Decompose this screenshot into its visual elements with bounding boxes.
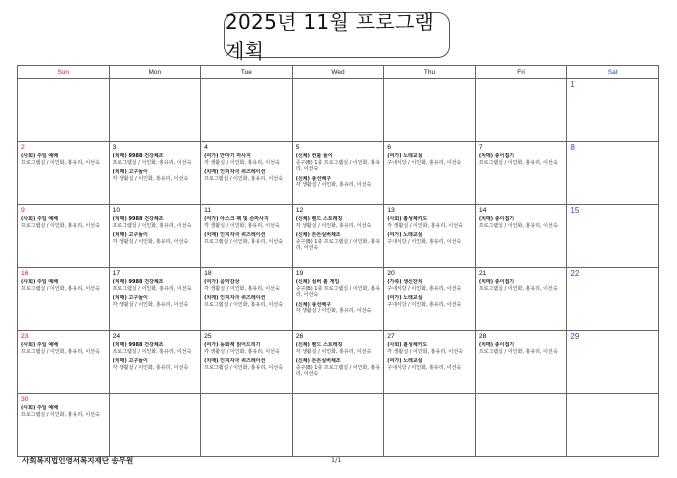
day-cell[interactable] xyxy=(292,394,384,457)
day-cell[interactable] xyxy=(109,331,201,394)
event-detail: 각 생활실 / 이인화, 홍유리, 이선숙 xyxy=(112,364,189,371)
day-cell[interactable] xyxy=(475,331,567,394)
event-detail: 프로그램실 / 이인화, 홍유리, 이선숙 xyxy=(204,364,283,371)
program-event xyxy=(296,358,381,378)
day-cell[interactable] xyxy=(201,142,293,205)
event-title: (사회) 주일 예배 xyxy=(21,216,59,222)
event-detail: 각 생활실 / 이인화, 홍유리, 이선숙 xyxy=(112,238,189,245)
day-cell[interactable] xyxy=(292,142,384,205)
day-number: 4 xyxy=(204,144,208,151)
footer-page-number: 1/1 xyxy=(331,456,342,464)
event-detail: 증구(B) 1층 프로그램실 / 이인화, 홍유리, 이선숙 xyxy=(295,285,381,298)
day-number: 11 xyxy=(204,207,212,214)
day-number: 19 xyxy=(295,270,304,277)
day-cell[interactable] xyxy=(292,331,384,394)
program-event xyxy=(113,216,198,229)
program-event xyxy=(296,216,381,229)
event-title: (여가) 안마기 마사지 xyxy=(204,153,251,159)
day-cell[interactable] xyxy=(292,205,384,268)
event-title: (치매) 종이접기 xyxy=(478,153,515,159)
day-cell[interactable] xyxy=(475,142,567,205)
day-cell[interactable] xyxy=(109,79,201,142)
program-event xyxy=(21,405,106,418)
day-number: 27 xyxy=(387,333,395,340)
weekday-header-sat: Sat xyxy=(567,66,659,79)
program-event xyxy=(204,232,289,245)
day-cell[interactable] xyxy=(109,394,201,457)
event-title: (사회) 주일 예배 xyxy=(21,342,59,348)
program-event xyxy=(113,169,198,182)
event-title: (사회) 볼성체키도 xyxy=(387,216,428,222)
event-title: (신체) 실버 볼 게임 xyxy=(295,279,340,285)
event-detail: 프로그램실 / 이인화, 홍유리, 이선숙 xyxy=(112,348,192,355)
weekday-header-row xyxy=(18,66,659,79)
event-detail: 프로그램실 / 이인화, 홍유리, 이선숙 xyxy=(112,222,192,229)
day-cell[interactable] xyxy=(201,205,293,268)
event-title: (치매) 종이접기 xyxy=(478,216,515,222)
event-detail: 프로그램실 / 이인화, 홍유리, 이선숙 xyxy=(21,159,100,166)
event-detail: 구내식당 / 이인화, 홍유리, 이선숙 xyxy=(387,301,462,308)
day-cell[interactable] xyxy=(475,79,567,142)
event-title: (사회) 볼성체키도 xyxy=(387,342,428,348)
event-title: (치매) 9988 건강체조 xyxy=(112,216,164,222)
day-cell[interactable] xyxy=(567,205,659,268)
program-event xyxy=(204,153,289,166)
day-number xyxy=(387,395,472,404)
day-cell[interactable] xyxy=(292,79,384,142)
day-number: 26 xyxy=(295,333,304,340)
event-title: (치매) 인지자극 퀴즈레이션 xyxy=(204,295,266,301)
event-detail: 각 생활실 / 이인화, 홍유리, 이선숙 xyxy=(295,348,372,355)
day-number: 2 xyxy=(21,144,25,151)
program-event xyxy=(204,169,289,182)
weekday-header-mon: Mon xyxy=(109,66,201,79)
day-cell[interactable] xyxy=(18,394,110,457)
day-number: 25 xyxy=(204,333,212,340)
event-detail: 구내식당 / 이인화, 홍유리, 이선숙 xyxy=(387,159,462,166)
day-number xyxy=(204,80,289,89)
day-cell[interactable] xyxy=(18,205,110,268)
day-number: 13 xyxy=(387,207,395,214)
program-event xyxy=(387,279,472,292)
event-detail: 구내식당 / 이인화, 홍유리, 이선숙 xyxy=(387,364,462,371)
event-detail: 증구(B) 1층 프로그램실 / 이인화, 홍유리, 이선숙 xyxy=(295,238,381,251)
day-cell[interactable] xyxy=(201,331,293,394)
program-event xyxy=(204,216,289,229)
event-title: (치매) 종이접기 xyxy=(478,279,515,285)
event-detail: 프로그램실 / 이인화, 홍유리, 이선숙 xyxy=(204,301,283,308)
weekday-header-sun: Sun xyxy=(18,66,110,79)
event-detail: 프로그램실 / 이인화, 홍유리, 이선숙 xyxy=(112,159,192,166)
event-title: (치매) 고구놀이 xyxy=(112,295,148,301)
day-number: 3 xyxy=(112,144,117,151)
footer-organization: 사회복지법인영서복지재단 송무원 xyxy=(22,456,134,465)
event-title: (치매) 9988 건강체조 xyxy=(112,153,164,159)
event-detail: 프로그램실 / 이인화, 홍유리, 이선숙 xyxy=(478,348,558,355)
program-event xyxy=(113,358,198,371)
program-event xyxy=(479,279,564,292)
day-cell[interactable] xyxy=(384,331,476,394)
event-title: (신체) 튼튼실버체조 xyxy=(295,358,341,364)
day-number xyxy=(113,80,198,89)
event-detail: 프로그램실 / 이인화, 홍유리, 이선숙 xyxy=(478,159,558,166)
program-event xyxy=(204,279,289,292)
event-title: (여가) 노래교실 xyxy=(387,295,423,301)
event-detail: 프로그램실 / 이인화, 홍유리, 이선숙 xyxy=(21,222,100,229)
event-detail: 증구(B) 1층 프로그램실 / 이인화, 홍유리, 이선숙 xyxy=(295,364,381,377)
program-event xyxy=(387,358,472,371)
event-detail: 프로그램실 / 이인화, 홍유리, 이선숙 xyxy=(21,285,100,292)
calendar-week-row xyxy=(18,205,659,268)
day-cell[interactable] xyxy=(384,205,476,268)
program-event xyxy=(387,232,472,245)
day-cell[interactable] xyxy=(475,268,567,331)
event-title: (치매) 인지자극 퀴즈레이션 xyxy=(204,169,266,175)
day-cell[interactable] xyxy=(109,268,201,331)
day-cell[interactable] xyxy=(18,79,110,142)
day-number: 7 xyxy=(478,144,483,151)
event-detail: 프로그램실 / 이인화, 홍유리, 이선숙 xyxy=(112,285,192,292)
day-cell[interactable] xyxy=(201,79,293,142)
event-detail: 각 생활실 / 이인화, 홍유리, 이선숙 xyxy=(295,308,372,314)
day-number xyxy=(296,395,381,404)
event-detail: 프로그램실 / 이인화, 홍유리, 이선숙 xyxy=(21,348,100,355)
event-detail: 프로그램실 / 이인화, 홍유리, 이선숙 xyxy=(21,411,100,418)
weekday-header-wed: Wed xyxy=(292,66,384,79)
calendar-week-row xyxy=(18,142,659,205)
day-cell[interactable] xyxy=(475,394,567,457)
day-cell[interactable] xyxy=(109,142,201,205)
day-number: 22 xyxy=(570,269,580,278)
event-title: (치매) 고구놀이 xyxy=(112,232,148,238)
event-title: (여가) 음악감상 xyxy=(204,279,240,285)
program-event xyxy=(479,153,564,166)
program-event xyxy=(296,302,381,315)
event-detail: 각 생활실 / 이인화, 홍유리, 이선숙 xyxy=(204,348,280,355)
program-event xyxy=(21,279,106,292)
event-title: (여가) 노래교실 xyxy=(387,153,423,159)
event-detail: 각 생활실 / 이인화, 홍유리, 이선숙 xyxy=(112,301,189,308)
event-title: (치매) 9988 건강체조 xyxy=(112,279,164,285)
calendar-week-row xyxy=(18,394,659,457)
event-detail: 각 생활실 / 이인화, 홍유리, 이선숙 xyxy=(112,175,189,182)
event-detail: 각 생활실 / 이인화, 홍유리, 이선숙 xyxy=(204,222,280,229)
event-title: (치매) 인지자극 퀴즈레이션 xyxy=(204,232,266,238)
day-cell[interactable] xyxy=(567,142,659,205)
program-event xyxy=(296,153,381,173)
day-cell[interactable] xyxy=(18,142,110,205)
day-cell[interactable] xyxy=(109,205,201,268)
page-title: 2025년 11월 프로그램 계획 xyxy=(224,12,450,58)
day-number: 24 xyxy=(112,333,121,340)
program-event xyxy=(387,295,472,308)
day-cell[interactable] xyxy=(384,268,476,331)
program-event xyxy=(113,279,198,292)
program-event xyxy=(479,342,564,355)
day-number: 5 xyxy=(295,144,300,151)
event-title: (여가) 동화책 읽어드리기 xyxy=(204,342,261,348)
day-number xyxy=(113,395,198,404)
event-title: (여가) 노래교실 xyxy=(387,232,423,238)
day-cell[interactable] xyxy=(567,394,659,457)
event-detail: 각 생활실 / 이인화, 홍유리, 이선숙 xyxy=(204,285,280,292)
day-number: 9 xyxy=(21,207,25,214)
event-detail: 각 생활실 / 이인화, 홍유리, 이선숙 xyxy=(295,222,372,229)
day-cell[interactable] xyxy=(201,394,293,457)
event-title: (신체) 튼튼실버체조 xyxy=(295,232,341,238)
program-event xyxy=(113,342,198,355)
program-event xyxy=(387,216,472,229)
weekday-header-fri: Fri xyxy=(475,66,567,79)
calendar-week-row xyxy=(18,79,659,142)
event-title: (신체) 밴드 스트레칭 xyxy=(295,342,343,348)
event-detail: 각 생활실 / 이인화, 홍유리, 이선숙 xyxy=(387,348,463,355)
program-event xyxy=(296,279,381,299)
day-number xyxy=(570,395,655,405)
day-cell[interactable] xyxy=(384,394,476,457)
event-title: (사회) 주일 예배 xyxy=(21,153,59,159)
calendar-body xyxy=(18,79,659,457)
calendar-week-row xyxy=(18,268,659,331)
event-detail: 프로그램실 / 이인화, 홍유리, 이선숙 xyxy=(204,175,283,182)
event-title: (신체) 밴드 스트레칭 xyxy=(295,216,343,222)
day-number: 14 xyxy=(478,207,487,214)
day-cell[interactable] xyxy=(384,142,476,205)
event-detail: 증구(B) 1층 프로그램실 / 이인화, 홍유리, 이선숙 xyxy=(295,159,381,172)
event-title: (치매) 고구놀이 xyxy=(112,169,148,175)
day-number: 30 xyxy=(21,396,29,403)
program-event xyxy=(113,153,198,166)
program-event xyxy=(113,232,198,245)
day-number: 10 xyxy=(112,207,121,214)
day-cell[interactable] xyxy=(567,79,659,142)
day-number: 23 xyxy=(21,333,29,340)
day-number xyxy=(479,80,564,89)
weekday-header-tue: Tue xyxy=(201,66,293,79)
day-number: 18 xyxy=(204,270,212,277)
program-event xyxy=(296,342,381,355)
event-detail: 각 생활실 / 이인화, 홍유리, 이선숙 xyxy=(204,159,280,166)
event-title: (여가) 아스크 팩 및 손마사지 xyxy=(204,216,269,222)
program-event xyxy=(387,153,472,166)
event-title: (신체) 풍선배구 xyxy=(295,175,331,182)
program-event xyxy=(21,216,106,229)
day-cell[interactable] xyxy=(475,205,567,268)
program-event xyxy=(479,216,564,229)
day-cell[interactable] xyxy=(567,268,659,331)
event-title: (사회) 주일 예배 xyxy=(21,405,59,411)
day-number xyxy=(479,395,564,404)
day-number: 20 xyxy=(387,270,395,277)
day-number: 28 xyxy=(478,333,487,340)
event-detail: 프로그램실 / 이인화, 홍유리, 이선숙 xyxy=(478,285,558,292)
day-number xyxy=(296,80,381,89)
event-title: (가족) 생신잔치 xyxy=(387,279,423,285)
event-title: (치매) 고구놀이 xyxy=(112,358,148,364)
event-title: (치매) 종이접기 xyxy=(478,342,515,348)
program-event xyxy=(204,295,289,308)
day-number xyxy=(21,80,106,89)
day-number: 17 xyxy=(112,270,121,277)
day-cell[interactable] xyxy=(292,268,384,331)
program-event xyxy=(204,342,289,355)
program-event xyxy=(204,358,289,371)
program-event xyxy=(21,153,106,166)
event-detail: 각 생활실 / 이인화, 홍유리, 이선숙 xyxy=(387,222,463,229)
day-cell[interactable] xyxy=(384,79,476,142)
day-number: 15 xyxy=(570,206,580,215)
day-number: 1 xyxy=(570,80,575,89)
day-number: 16 xyxy=(21,270,29,277)
event-detail: 구내식당 / 이인화, 홍유리, 이선숙 xyxy=(387,238,462,245)
weekday-header-thu: Thu xyxy=(384,66,476,79)
program-event xyxy=(21,342,106,355)
event-title: (신체) 풍선배구 xyxy=(295,301,331,308)
program-event xyxy=(113,295,198,308)
day-number: 8 xyxy=(570,143,575,152)
event-detail: 각 생활실 / 이인화, 홍유리, 이선숙 xyxy=(295,182,372,188)
day-number: 29 xyxy=(570,332,580,341)
event-detail: 프로그램실 / 이인화, 홍유리, 이선숙 xyxy=(478,222,558,229)
day-cell[interactable] xyxy=(18,268,110,331)
day-cell[interactable] xyxy=(567,331,659,394)
program-event xyxy=(296,232,381,252)
program-event xyxy=(296,176,381,189)
calendar-week-row xyxy=(18,331,659,394)
event-title: (치매) 인지자극 퀴즈레이션 xyxy=(204,358,266,364)
day-number xyxy=(387,80,472,89)
day-number: 21 xyxy=(478,270,487,277)
day-number: 12 xyxy=(295,207,304,214)
event-title: (치매) 9988 건강체조 xyxy=(112,342,164,348)
event-detail: 프로그램실 / 이인화, 홍유리, 이선숙 xyxy=(204,238,283,245)
event-detail: 구내식당 / 이인화, 홍유리, 이선숙 xyxy=(387,285,462,292)
program-event xyxy=(387,342,472,355)
day-cell[interactable] xyxy=(201,268,293,331)
day-cell[interactable] xyxy=(18,331,110,394)
event-title: (신체) 컨롤 놀이 xyxy=(295,153,333,159)
event-title: (사회) 주일 예배 xyxy=(21,279,59,285)
calendar-grid xyxy=(17,65,659,457)
day-number xyxy=(204,395,289,404)
event-title: (여가) 노래교실 xyxy=(387,358,423,364)
day-number: 6 xyxy=(387,144,392,151)
